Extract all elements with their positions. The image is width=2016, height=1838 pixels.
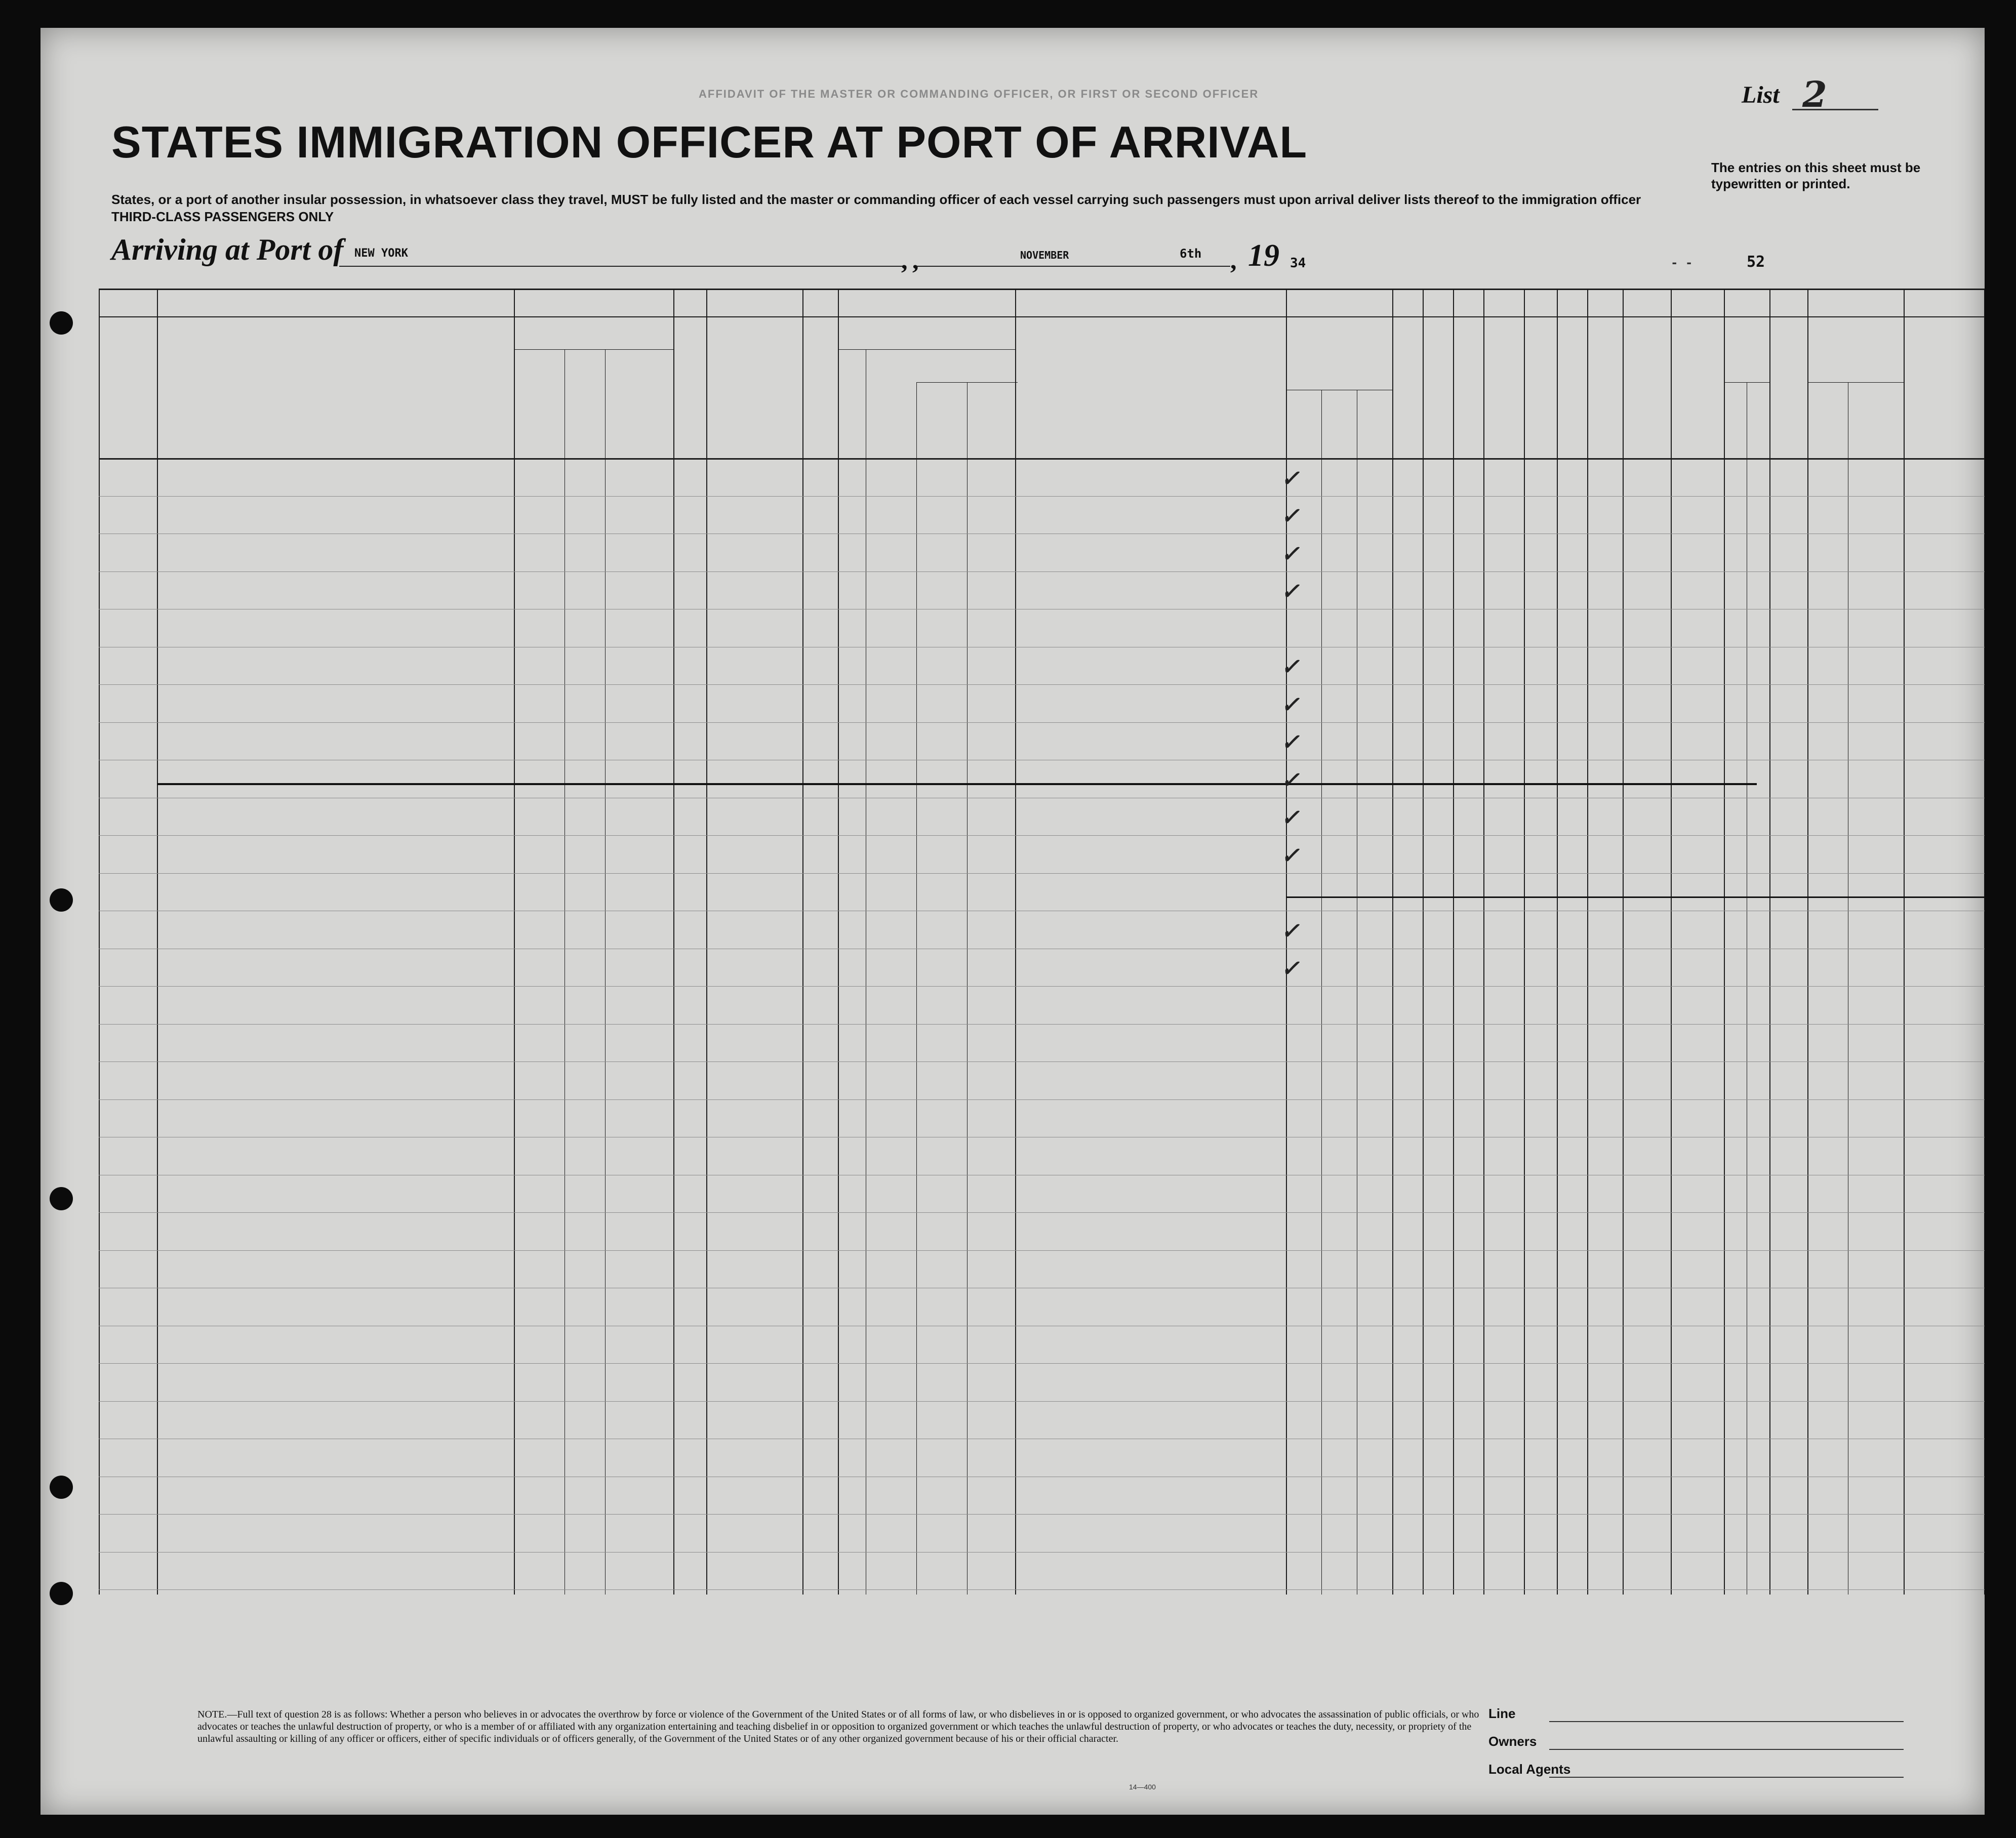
header-eyes (1848, 385, 1904, 456)
table-top-border (99, 289, 1985, 290)
header-col26 (1423, 316, 1453, 458)
row-rule (99, 1099, 1985, 1100)
column-divider (1904, 289, 1905, 1595)
header-no-on-list (99, 316, 157, 458)
header-year-period (866, 385, 916, 456)
year-suffix: 34 (1290, 256, 1306, 271)
row-rule (99, 1552, 1985, 1553)
form-code: 14—400 (1129, 1783, 1156, 1791)
arriving-label: Arriving at Port of (111, 233, 344, 266)
column-divider (99, 289, 100, 1595)
subcolumn-divider (916, 382, 917, 1595)
row-rule (99, 1250, 1985, 1251)
header-ticket (673, 316, 706, 458)
third-class-label: THIRD-CLASS PASSENGERS ONLY (111, 209, 334, 224)
list-number: 2 (1802, 73, 1827, 115)
separator-comma: , (901, 246, 908, 274)
header-color-of (1807, 316, 1904, 382)
punch-hole (50, 311, 73, 335)
row-rule (99, 835, 1985, 836)
typewritten-instructions: The entries on this sheet must be typewritten or printed. (1711, 160, 1921, 191)
column-divider (1392, 289, 1393, 1595)
column-divider (1623, 289, 1624, 1595)
question-28-note: NOTE.—Full text of question 28 is as follows: Whether a person who believes in or advocates the overthrow by force or violence of the Government of the United States or of all forms of law, or who disbelieves in or is opposed to organized government, or who advocates the assassination of public officials, or who advocates or teaches the unlawful destruction of property, or who is a member of or affiliated with any organization entertaining and teaching disbelief in or opposition to organized government or which teaches the unlawful destruction of property, or who advocates or teaches the duty, necessity, or propriety of the unlawful assaulting or killing of any officer or officers, either of specific individuals or of officers generally, of the Government of the United States or of any other organized government because of his or their official character. (197, 1709, 1479, 1744)
checkmark-icon: ✓ (1281, 729, 1300, 756)
header-col28 (1483, 316, 1524, 458)
header-if-yes (866, 352, 1018, 382)
header-bottom-border (99, 458, 1985, 460)
header-foreign-country (514, 352, 565, 456)
checkmark-icon: ✓ (1281, 805, 1300, 831)
checkmark-icon: ✓ (1281, 691, 1300, 718)
column-number (1557, 293, 1587, 313)
column-divider (673, 289, 674, 1595)
column-divider (1807, 289, 1808, 1595)
header-complexion (1769, 316, 1807, 458)
punch-hole (50, 888, 73, 912)
checkmark-icon: ✓ (1281, 541, 1300, 567)
row-rule (99, 1363, 1985, 1364)
column-number (1671, 293, 1724, 313)
column-divider (1453, 289, 1454, 1595)
column-number (838, 293, 1015, 313)
column-divider (1015, 289, 1016, 1595)
column-number (1587, 293, 1623, 313)
header-final-destination-sub (514, 333, 673, 347)
subheader-rule (514, 349, 673, 350)
header-possession-50 (802, 316, 838, 458)
header-inches (1747, 385, 1769, 456)
column-divider (1769, 289, 1770, 1595)
punch-hole (50, 1476, 73, 1499)
header-passage-paid-sub (706, 370, 802, 456)
line-label: Line (1488, 1706, 1516, 1721)
checkmark-icon: ✓ (1281, 767, 1300, 793)
faint-affidavit-heading: AFFIDAVIT OF THE MASTER OR COMMANDING OFFICER, OR FIRST OR SECOND OFFICER (699, 88, 1259, 100)
subheader-rule (838, 349, 1015, 350)
punch-hole (50, 1187, 73, 1210)
header-col32 (1623, 316, 1671, 458)
checkmark-icon: ✓ (1281, 654, 1300, 680)
arrival-month: NOVEMBER (1020, 249, 1069, 261)
column-divider (1724, 289, 1725, 1595)
column-number (1769, 293, 1807, 313)
header-final-destination (514, 319, 673, 334)
header-in-usa (565, 350, 673, 378)
page-title: STATES IMMIGRATION OFFICER AT PORT OF ARRIVAL (111, 117, 1308, 167)
column-number (99, 293, 157, 313)
column-number (1724, 293, 1769, 313)
subcolumn-divider (1321, 390, 1322, 1595)
column-number (1423, 293, 1453, 313)
column-divider (1557, 289, 1558, 1595)
header-col25 (1392, 316, 1423, 458)
header-ever-before-sub (838, 339, 1015, 349)
column-number (706, 293, 802, 313)
owners-label: Owners (1488, 1734, 1537, 1749)
column-number (1483, 293, 1524, 313)
header-col31 (1587, 316, 1623, 458)
header-where (916, 385, 967, 456)
year-prefix: 19 (1248, 238, 1279, 273)
header-city (605, 380, 673, 456)
port-underline (339, 266, 906, 267)
header-height (1724, 316, 1769, 382)
column-number (514, 293, 673, 313)
column-number (1524, 293, 1557, 313)
checkmark-icon: ✓ (1281, 956, 1300, 982)
header-feet (1724, 385, 1747, 456)
row-rule (99, 1589, 1985, 1590)
column-number (1904, 293, 1985, 313)
column-number (802, 293, 838, 313)
row-12-cancel-strike (1286, 896, 1985, 898)
header-date-departure (967, 385, 1015, 456)
subcolumn-divider (605, 349, 606, 1595)
agents-underline (1549, 1777, 1904, 1778)
column-number (157, 293, 514, 313)
header-yes-or-no (838, 352, 866, 456)
column-divider (802, 289, 803, 1595)
header-col27 (1453, 316, 1483, 458)
header-hair (1807, 385, 1848, 456)
row-rule (99, 1061, 1985, 1062)
row-rule (99, 1024, 1985, 1025)
header-col33 (1671, 316, 1724, 458)
subheader-rule (1724, 382, 1769, 383)
column-divider (157, 289, 158, 1595)
arrival-day: 6th (1180, 247, 1202, 261)
header-marks (1904, 316, 1985, 458)
date-underline (916, 266, 1230, 267)
punch-hole (50, 1582, 73, 1605)
column-divider (1524, 289, 1525, 1595)
row-rule (99, 986, 1985, 987)
header-purpose (1286, 319, 1392, 395)
list-label: List (1742, 81, 1780, 108)
sheet-number: 52 (1747, 253, 1765, 271)
column-number (1453, 293, 1483, 313)
column-number (1286, 293, 1392, 313)
column-divider (1587, 289, 1588, 1595)
header-passage-paid (706, 319, 802, 370)
column-number (1015, 293, 1286, 313)
row-rule (99, 684, 1985, 685)
column-divider (514, 289, 515, 1595)
column-number (673, 293, 706, 313)
column-divider (1984, 289, 1985, 1595)
row-rule (99, 722, 1985, 723)
subheader-rule (916, 382, 1018, 383)
passenger-table (99, 289, 1985, 1686)
column-number (1392, 293, 1423, 313)
subheader-rule (1807, 382, 1904, 383)
checkmark-icon: ✓ (1281, 918, 1300, 944)
row-rule (99, 873, 1985, 874)
row-rule (99, 496, 1985, 497)
column-number (1623, 293, 1671, 313)
row-rule (99, 1401, 1985, 1402)
header-purpose-sub2 (1321, 395, 1357, 456)
checkmark-icon: ✓ (1281, 465, 1300, 492)
header-purpose-sub1 (1286, 395, 1321, 456)
column-divider (706, 289, 707, 1595)
separator-comma: , (1230, 246, 1237, 274)
row-rule (99, 571, 1985, 572)
row-rule (99, 1212, 1985, 1213)
column-number (1807, 293, 1904, 313)
local-agents-label: Local Agents (1488, 1762, 1571, 1777)
row-9-cancel-strike (157, 783, 1757, 785)
separator-comma: , (912, 246, 919, 274)
checkmark-icon: ✓ (1281, 503, 1300, 529)
manifest-sheet (41, 28, 1985, 1815)
line-underline (1549, 1721, 1904, 1722)
column-divider (1423, 289, 1424, 1595)
header-col30 (1557, 316, 1587, 458)
port-value: NEW YORK (354, 247, 408, 260)
header-state (565, 380, 605, 456)
row-rule (99, 1514, 1985, 1515)
checkmark-icon: ✓ (1281, 842, 1300, 869)
checkmark-icon: ✓ (1281, 579, 1300, 605)
header-col29 (1524, 316, 1557, 458)
column-divider (1671, 289, 1672, 1595)
owners-underline (1549, 1749, 1904, 1750)
header-purpose-sub3 (1357, 395, 1392, 456)
column-divider (1483, 289, 1484, 1595)
column-divider (838, 289, 839, 1595)
list-underline (1792, 109, 1878, 110)
intro-text: States, or a port of another insular possession, in whatsoever class they travel, MUST be fully listed and the master or commanding officer of each vessel carrying such passengers must upon arrival deliver lists thereof to the immigration officer (111, 192, 1641, 207)
header-nearest-relative (157, 316, 514, 458)
header-joining-relative (1015, 316, 1286, 458)
dash-mark: - - (1671, 256, 1693, 270)
